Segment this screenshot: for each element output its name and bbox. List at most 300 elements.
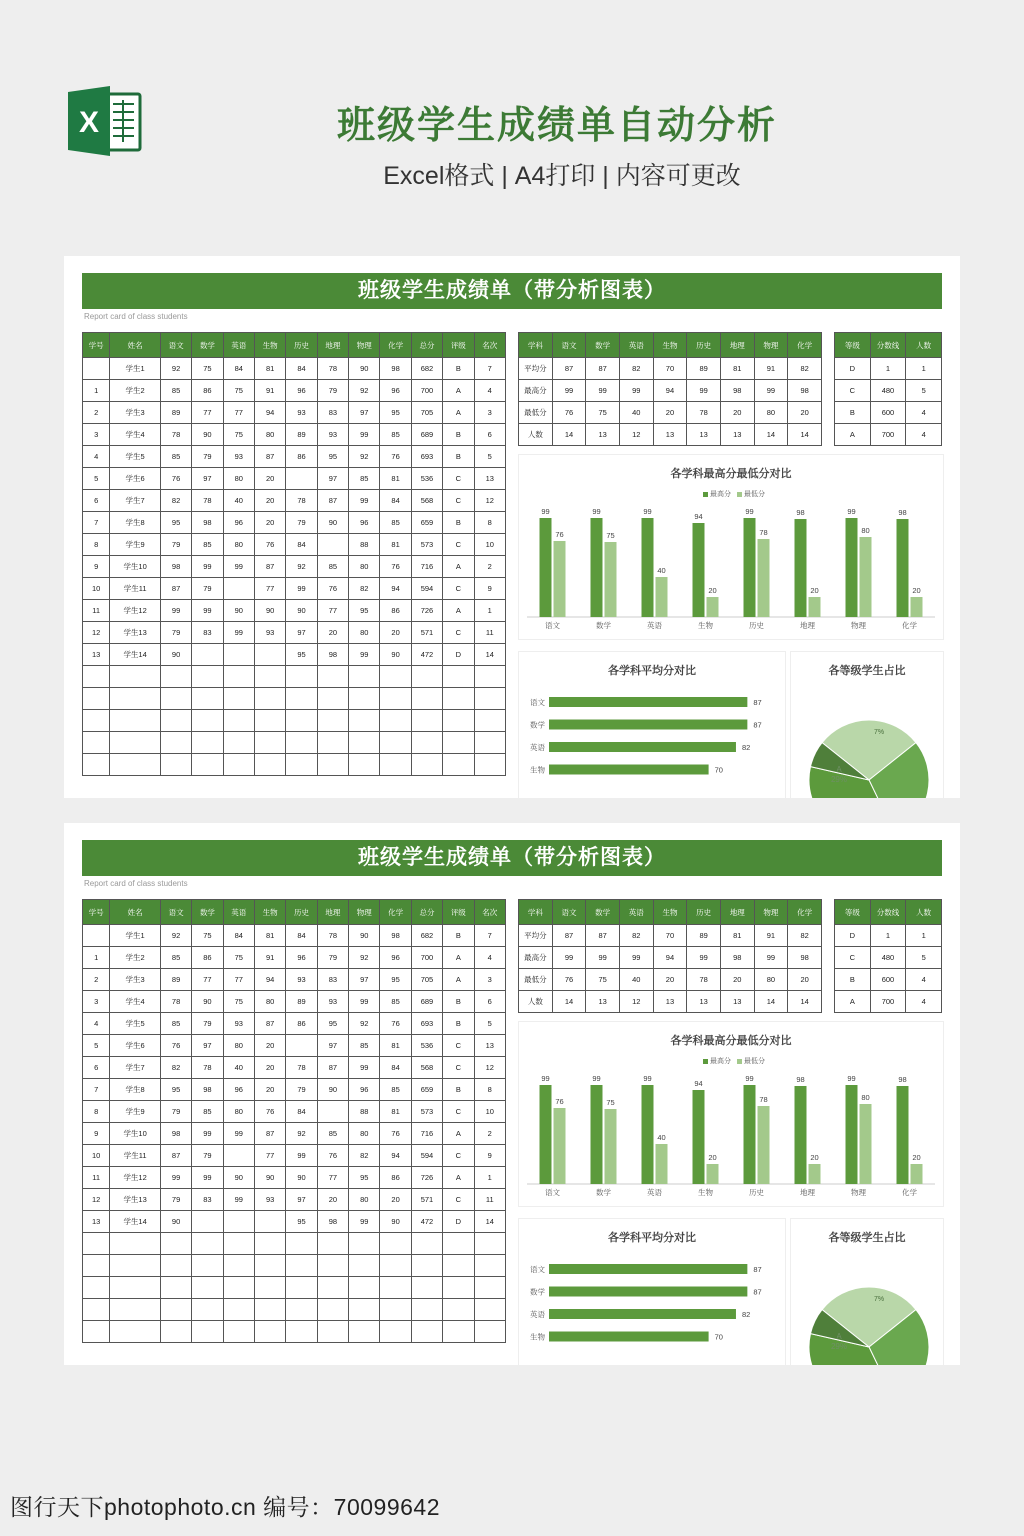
- score-column-header[interactable]: 生物: [254, 900, 285, 925]
- table-cell[interactable]: 学生14: [110, 644, 161, 666]
- table-cell[interactable]: 97: [192, 1035, 223, 1057]
- table-cell[interactable]: 78: [160, 991, 191, 1013]
- table-cell[interactable]: 571: [411, 1189, 442, 1211]
- table-cell[interactable]: [192, 732, 223, 754]
- table-cell[interactable]: 40: [223, 490, 254, 512]
- table-cell[interactable]: 4: [906, 402, 942, 424]
- table-cell[interactable]: 96: [286, 947, 317, 969]
- score-column-header[interactable]: 名次: [474, 900, 506, 925]
- table-cell[interactable]: 99: [586, 947, 620, 969]
- table-cell[interactable]: [192, 1211, 223, 1233]
- table-cell[interactable]: 480: [870, 380, 906, 402]
- table-cell[interactable]: [83, 710, 110, 732]
- table-cell[interactable]: D: [443, 1211, 474, 1233]
- table-cell[interactable]: [110, 1299, 161, 1321]
- table-cell[interactable]: 98: [317, 1211, 348, 1233]
- table-cell[interactable]: 80: [754, 402, 788, 424]
- table-cell[interactable]: 学生6: [110, 468, 161, 490]
- table-cell[interactable]: [110, 688, 161, 710]
- table-cell[interactable]: 20: [653, 402, 687, 424]
- table-cell[interactable]: D: [835, 358, 871, 380]
- table-cell[interactable]: 86: [380, 1167, 411, 1189]
- table-cell[interactable]: 93: [286, 969, 317, 991]
- table-cell[interactable]: 80: [223, 1101, 254, 1123]
- table-cell[interactable]: [317, 1277, 348, 1299]
- table-cell[interactable]: 99: [160, 1167, 191, 1189]
- table-cell[interactable]: 76: [160, 1035, 191, 1057]
- table-cell[interactable]: [317, 732, 348, 754]
- table-cell[interactable]: 96: [349, 1079, 380, 1101]
- table-cell[interactable]: 6: [83, 1057, 110, 1079]
- table-cell[interactable]: [474, 688, 506, 710]
- table-cell[interactable]: 87: [586, 358, 620, 380]
- table-cell[interactable]: 13: [474, 468, 506, 490]
- table-cell[interactable]: [443, 1233, 474, 1255]
- table-cell[interactable]: 7: [83, 512, 110, 534]
- table-cell[interactable]: 91: [754, 358, 788, 380]
- table-cell[interactable]: 91: [254, 380, 285, 402]
- table-cell[interactable]: 99: [754, 380, 788, 402]
- table-cell[interactable]: 6: [83, 490, 110, 512]
- table-cell[interactable]: 学生4: [110, 424, 161, 446]
- table-cell[interactable]: 82: [788, 358, 822, 380]
- table-cell[interactable]: 75: [586, 969, 620, 991]
- table-cell[interactable]: 85: [380, 424, 411, 446]
- table-cell[interactable]: 3: [474, 402, 506, 424]
- stats-column-header[interactable]: 生物: [653, 900, 687, 925]
- table-cell[interactable]: 学生2: [110, 947, 161, 969]
- table-cell[interactable]: 80: [349, 622, 380, 644]
- table-cell[interactable]: [443, 732, 474, 754]
- table-cell[interactable]: [254, 1299, 285, 1321]
- table-cell[interactable]: 96: [380, 947, 411, 969]
- table-cell[interactable]: 20: [254, 1035, 285, 1057]
- table-cell[interactable]: 700: [870, 424, 906, 446]
- table-cell[interactable]: 86: [286, 1013, 317, 1035]
- table-cell[interactable]: 82: [619, 358, 653, 380]
- score-column-header[interactable]: 语文: [160, 900, 191, 925]
- table-cell[interactable]: [160, 1255, 191, 1277]
- table-cell[interactable]: 75: [223, 991, 254, 1013]
- table-cell[interactable]: 2: [474, 556, 506, 578]
- score-column-header[interactable]: 数学: [192, 333, 223, 358]
- table-cell[interactable]: 92: [349, 446, 380, 468]
- stats-column-header[interactable]: 化学: [788, 333, 822, 358]
- table-cell[interactable]: 90: [223, 1167, 254, 1189]
- table-cell[interactable]: 76: [380, 1123, 411, 1145]
- table-cell[interactable]: [223, 578, 254, 600]
- table-cell[interactable]: D: [443, 644, 474, 666]
- table-cell[interactable]: 81: [720, 925, 754, 947]
- table-cell[interactable]: 1: [83, 380, 110, 402]
- table-cell[interactable]: [223, 754, 254, 776]
- table-cell[interactable]: [349, 1321, 380, 1343]
- table-cell[interactable]: [411, 710, 442, 732]
- table-cell[interactable]: C: [443, 534, 474, 556]
- table-cell[interactable]: 536: [411, 468, 442, 490]
- table-cell[interactable]: 568: [411, 1057, 442, 1079]
- table-cell[interactable]: [380, 1233, 411, 1255]
- table-cell[interactable]: 472: [411, 644, 442, 666]
- stats-column-header[interactable]: 学科: [519, 333, 553, 358]
- table-cell[interactable]: 86: [192, 380, 223, 402]
- table-cell[interactable]: 95: [317, 1013, 348, 1035]
- table-cell[interactable]: 682: [411, 358, 442, 380]
- table-cell[interactable]: 99: [223, 556, 254, 578]
- table-cell[interactable]: 83: [317, 402, 348, 424]
- table-cell[interactable]: 9: [474, 578, 506, 600]
- table-cell[interactable]: 99: [619, 380, 653, 402]
- table-cell[interactable]: 96: [349, 512, 380, 534]
- table-cell[interactable]: 85: [160, 380, 191, 402]
- table-cell[interactable]: [411, 732, 442, 754]
- table-cell[interactable]: 99: [223, 622, 254, 644]
- table-cell[interactable]: [443, 688, 474, 710]
- table-cell[interactable]: 90: [192, 424, 223, 446]
- table-cell[interactable]: 3: [83, 424, 110, 446]
- table-cell[interactable]: [317, 666, 348, 688]
- table-cell[interactable]: 95: [349, 600, 380, 622]
- table-cell[interactable]: 77: [317, 1167, 348, 1189]
- table-cell[interactable]: 693: [411, 1013, 442, 1035]
- table-cell[interactable]: [349, 1255, 380, 1277]
- table-cell[interactable]: 97: [349, 969, 380, 991]
- table-cell[interactable]: 7: [474, 358, 506, 380]
- table-cell[interactable]: [443, 666, 474, 688]
- table-cell[interactable]: 594: [411, 1145, 442, 1167]
- table-cell[interactable]: 13: [687, 991, 721, 1013]
- table-cell[interactable]: 14: [754, 424, 788, 446]
- table-cell[interactable]: 20: [788, 402, 822, 424]
- table-cell[interactable]: 84: [380, 1057, 411, 1079]
- table-cell[interactable]: [474, 1299, 506, 1321]
- table-cell[interactable]: [411, 688, 442, 710]
- table-cell[interactable]: 90: [349, 358, 380, 380]
- table-cell[interactable]: 85: [192, 534, 223, 556]
- table-cell[interactable]: 70: [653, 925, 687, 947]
- table-cell[interactable]: [317, 1321, 348, 1343]
- table-cell[interactable]: [223, 1233, 254, 1255]
- table-cell[interactable]: 6: [474, 424, 506, 446]
- table-cell[interactable]: 学生1: [110, 358, 161, 380]
- table-cell[interactable]: 79: [192, 578, 223, 600]
- table-cell[interactable]: 人数: [519, 991, 553, 1013]
- table-cell[interactable]: 94: [653, 380, 687, 402]
- table-cell[interactable]: [160, 688, 191, 710]
- stats-column-header[interactable]: 英语: [619, 900, 653, 925]
- table-cell[interactable]: 76: [380, 446, 411, 468]
- table-cell[interactable]: 95: [380, 969, 411, 991]
- table-cell[interactable]: 学生10: [110, 1123, 161, 1145]
- table-cell[interactable]: [443, 754, 474, 776]
- table-cell[interactable]: 99: [687, 947, 721, 969]
- table-cell[interactable]: 75: [192, 925, 223, 947]
- table-cell[interactable]: 93: [286, 402, 317, 424]
- table-cell[interactable]: 79: [160, 622, 191, 644]
- table-cell[interactable]: [317, 1299, 348, 1321]
- table-cell[interactable]: [317, 688, 348, 710]
- table-cell[interactable]: 20: [788, 969, 822, 991]
- table-cell[interactable]: 11: [474, 1189, 506, 1211]
- table-cell[interactable]: 学生4: [110, 991, 161, 1013]
- table-cell[interactable]: 90: [254, 600, 285, 622]
- table-cell[interactable]: [380, 688, 411, 710]
- table-cell[interactable]: [411, 1299, 442, 1321]
- table-cell[interactable]: 90: [223, 600, 254, 622]
- table-cell[interactable]: [160, 666, 191, 688]
- table-cell[interactable]: [286, 1255, 317, 1277]
- table-cell[interactable]: 600: [870, 969, 906, 991]
- table-cell[interactable]: [223, 1211, 254, 1233]
- table-cell[interactable]: 85: [317, 1123, 348, 1145]
- table-cell[interactable]: A: [443, 1123, 474, 1145]
- table-cell[interactable]: 79: [192, 446, 223, 468]
- table-cell[interactable]: [223, 666, 254, 688]
- table-cell[interactable]: 99: [552, 947, 586, 969]
- table-cell[interactable]: 95: [286, 1211, 317, 1233]
- table-cell[interactable]: 80: [349, 1189, 380, 1211]
- table-cell[interactable]: 91: [254, 947, 285, 969]
- table-cell[interactable]: [192, 666, 223, 688]
- table-cell[interactable]: 13: [586, 424, 620, 446]
- table-cell[interactable]: [254, 1211, 285, 1233]
- score-column-header[interactable]: 学号: [83, 900, 110, 925]
- table-cell[interactable]: [411, 1255, 442, 1277]
- table-cell[interactable]: 学生12: [110, 1167, 161, 1189]
- table-cell[interactable]: 3: [474, 969, 506, 991]
- table-cell[interactable]: 76: [254, 1101, 285, 1123]
- grade-column-header[interactable]: 等级: [835, 900, 871, 925]
- table-cell[interactable]: 学生3: [110, 402, 161, 424]
- table-cell[interactable]: 88: [349, 534, 380, 556]
- stats-column-header[interactable]: 数学: [586, 900, 620, 925]
- table-cell[interactable]: [349, 666, 380, 688]
- table-cell[interactable]: 87: [317, 1057, 348, 1079]
- score-column-header[interactable]: 总分: [411, 900, 442, 925]
- table-cell[interactable]: C: [443, 468, 474, 490]
- table-cell[interactable]: 81: [254, 925, 285, 947]
- table-cell[interactable]: 571: [411, 622, 442, 644]
- table-cell[interactable]: 学生3: [110, 969, 161, 991]
- table-cell[interactable]: 80: [754, 969, 788, 991]
- table-cell[interactable]: 79: [317, 947, 348, 969]
- table-cell[interactable]: 94: [653, 947, 687, 969]
- grade-column-header[interactable]: 分数线: [870, 900, 906, 925]
- table-cell[interactable]: 平均分: [519, 925, 553, 947]
- table-cell[interactable]: 12: [474, 1057, 506, 1079]
- table-cell[interactable]: 学生5: [110, 446, 161, 468]
- table-cell[interactable]: 84: [286, 534, 317, 556]
- table-cell[interactable]: 11: [83, 600, 110, 622]
- table-cell[interactable]: [83, 925, 110, 947]
- table-cell[interactable]: [411, 1321, 442, 1343]
- table-cell[interactable]: 13: [586, 991, 620, 1013]
- table-cell[interactable]: [286, 1233, 317, 1255]
- table-cell[interactable]: [286, 688, 317, 710]
- score-column-header[interactable]: 姓名: [110, 900, 161, 925]
- table-cell[interactable]: [254, 666, 285, 688]
- table-cell[interactable]: 1: [870, 925, 906, 947]
- table-cell[interactable]: [286, 732, 317, 754]
- table-cell[interactable]: 4: [474, 947, 506, 969]
- table-cell[interactable]: 学生5: [110, 1013, 161, 1035]
- table-cell[interactable]: 14: [788, 424, 822, 446]
- table-cell[interactable]: B: [835, 969, 871, 991]
- table-cell[interactable]: 1: [906, 358, 942, 380]
- table-cell[interactable]: [192, 710, 223, 732]
- table-cell[interactable]: A: [443, 969, 474, 991]
- table-cell[interactable]: 726: [411, 600, 442, 622]
- table-cell[interactable]: 13: [653, 991, 687, 1013]
- score-column-header[interactable]: 数学: [192, 900, 223, 925]
- table-cell[interactable]: [254, 644, 285, 666]
- table-cell[interactable]: 4: [906, 991, 942, 1013]
- table-cell[interactable]: 1: [83, 947, 110, 969]
- table-cell[interactable]: 89: [687, 925, 721, 947]
- table-cell[interactable]: 98: [380, 358, 411, 380]
- table-cell[interactable]: 85: [380, 512, 411, 534]
- table-cell[interactable]: 20: [254, 512, 285, 534]
- table-cell[interactable]: [110, 732, 161, 754]
- table-cell[interactable]: [380, 710, 411, 732]
- table-cell[interactable]: 学生7: [110, 490, 161, 512]
- table-cell[interactable]: [110, 1321, 161, 1343]
- table-cell[interactable]: [83, 666, 110, 688]
- table-cell[interactable]: 最低分: [519, 402, 553, 424]
- table-cell[interactable]: [254, 1233, 285, 1255]
- table-cell[interactable]: 75: [223, 947, 254, 969]
- table-cell[interactable]: 最高分: [519, 947, 553, 969]
- table-cell[interactable]: [160, 1299, 191, 1321]
- table-cell[interactable]: 99: [586, 380, 620, 402]
- table-cell[interactable]: 13: [720, 991, 754, 1013]
- table-cell[interactable]: [110, 1255, 161, 1277]
- table-cell[interactable]: 4: [906, 969, 942, 991]
- table-cell[interactable]: 70: [653, 358, 687, 380]
- table-cell[interactable]: 87: [317, 490, 348, 512]
- table-cell[interactable]: 93: [317, 991, 348, 1013]
- table-cell[interactable]: 84: [223, 358, 254, 380]
- table-cell[interactable]: 学生9: [110, 534, 161, 556]
- table-cell[interactable]: 90: [317, 1079, 348, 1101]
- table-cell[interactable]: 97: [317, 468, 348, 490]
- table-cell[interactable]: 98: [720, 380, 754, 402]
- table-cell[interactable]: 99: [349, 644, 380, 666]
- table-cell[interactable]: 14: [788, 991, 822, 1013]
- table-cell[interactable]: [110, 666, 161, 688]
- table-cell[interactable]: [474, 1321, 506, 1343]
- table-cell[interactable]: 92: [349, 380, 380, 402]
- table-cell[interactable]: C: [443, 1035, 474, 1057]
- score-column-header[interactable]: 地理: [317, 333, 348, 358]
- table-cell[interactable]: 最高分: [519, 380, 553, 402]
- table-cell[interactable]: [317, 1101, 348, 1123]
- grade-column-header[interactable]: 人数: [906, 900, 942, 925]
- table-cell[interactable]: [443, 710, 474, 732]
- table-cell[interactable]: 98: [788, 380, 822, 402]
- table-cell[interactable]: [411, 1233, 442, 1255]
- table-cell[interactable]: [474, 710, 506, 732]
- table-cell[interactable]: 75: [223, 380, 254, 402]
- table-cell[interactable]: [83, 754, 110, 776]
- table-cell[interactable]: [411, 666, 442, 688]
- stats-column-header[interactable]: 语文: [552, 900, 586, 925]
- table-cell[interactable]: 94: [380, 1145, 411, 1167]
- table-cell[interactable]: 78: [286, 490, 317, 512]
- table-cell[interactable]: [160, 1277, 191, 1299]
- table-cell[interactable]: [254, 1277, 285, 1299]
- table-cell[interactable]: 94: [254, 969, 285, 991]
- table-cell[interactable]: [110, 754, 161, 776]
- table-cell[interactable]: 573: [411, 534, 442, 556]
- score-column-header[interactable]: 姓名: [110, 333, 161, 358]
- stats-column-header[interactable]: 语文: [552, 333, 586, 358]
- table-cell[interactable]: 90: [349, 925, 380, 947]
- table-cell[interactable]: [223, 1255, 254, 1277]
- table-cell[interactable]: 14: [474, 644, 506, 666]
- table-cell[interactable]: B: [443, 991, 474, 1013]
- table-cell[interactable]: 96: [380, 380, 411, 402]
- table-cell[interactable]: 90: [317, 512, 348, 534]
- table-cell[interactable]: 99: [552, 380, 586, 402]
- table-cell[interactable]: 716: [411, 1123, 442, 1145]
- table-cell[interactable]: 76: [317, 578, 348, 600]
- table-cell[interactable]: 81: [254, 358, 285, 380]
- table-cell[interactable]: 12: [619, 991, 653, 1013]
- table-cell[interactable]: 9: [474, 1145, 506, 1167]
- table-cell[interactable]: [223, 1145, 254, 1167]
- table-cell[interactable]: 77: [192, 402, 223, 424]
- table-cell[interactable]: 97: [317, 1035, 348, 1057]
- table-cell[interactable]: 80: [223, 468, 254, 490]
- table-cell[interactable]: 87: [254, 446, 285, 468]
- table-cell[interactable]: [83, 1233, 110, 1255]
- table-cell[interactable]: 4: [474, 380, 506, 402]
- table-cell[interactable]: [380, 754, 411, 776]
- table-cell[interactable]: A: [443, 556, 474, 578]
- table-cell[interactable]: [286, 468, 317, 490]
- table-cell[interactable]: [349, 1299, 380, 1321]
- table-cell[interactable]: 87: [552, 358, 586, 380]
- table-cell[interactable]: 88: [349, 1101, 380, 1123]
- table-cell[interactable]: 9: [83, 556, 110, 578]
- table-cell[interactable]: 5: [474, 1013, 506, 1035]
- table-cell[interactable]: [317, 1255, 348, 1277]
- table-cell[interactable]: 2: [83, 402, 110, 424]
- table-cell[interactable]: B: [443, 446, 474, 468]
- table-cell[interactable]: [254, 710, 285, 732]
- table-cell[interactable]: 98: [720, 947, 754, 969]
- table-cell[interactable]: 学生14: [110, 1211, 161, 1233]
- table-cell[interactable]: 573: [411, 1101, 442, 1123]
- table-cell[interactable]: [349, 688, 380, 710]
- table-cell[interactable]: [110, 1233, 161, 1255]
- table-cell[interactable]: [286, 1299, 317, 1321]
- table-cell[interactable]: [83, 732, 110, 754]
- table-cell[interactable]: 78: [687, 402, 721, 424]
- table-cell[interactable]: B: [443, 424, 474, 446]
- table-cell[interactable]: 86: [192, 947, 223, 969]
- table-cell[interactable]: [474, 732, 506, 754]
- table-cell[interactable]: 学生12: [110, 600, 161, 622]
- table-cell[interactable]: 13: [474, 1035, 506, 1057]
- table-cell[interactable]: [286, 710, 317, 732]
- table-cell[interactable]: 92: [349, 947, 380, 969]
- table-cell[interactable]: 76: [254, 534, 285, 556]
- table-cell[interactable]: [349, 732, 380, 754]
- table-cell[interactable]: 716: [411, 556, 442, 578]
- stats-column-header[interactable]: 历史: [687, 333, 721, 358]
